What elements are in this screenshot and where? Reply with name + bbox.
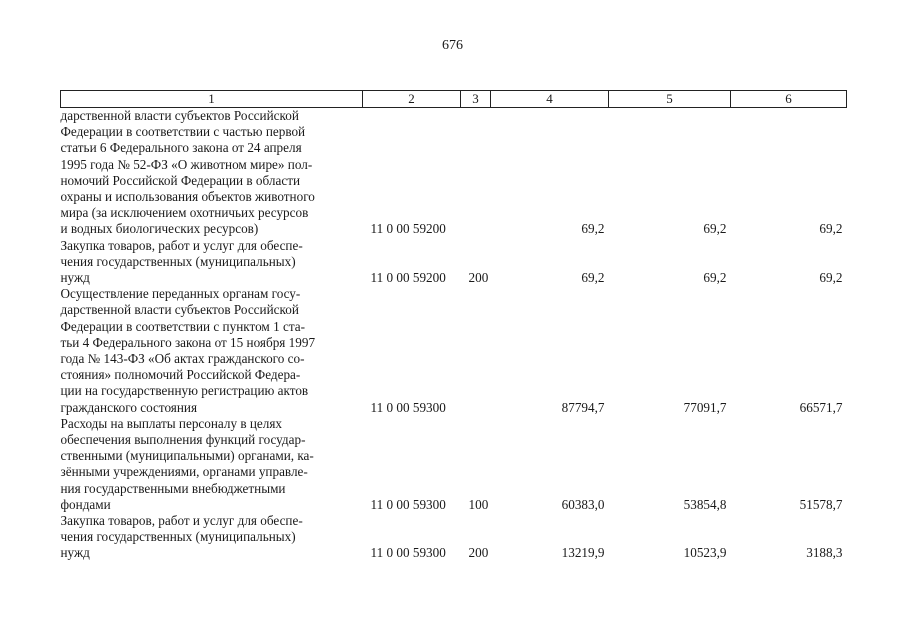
amount-year-1: 87794,7 <box>561 399 605 415</box>
desc-line: Закупка товаров, работ и услуг для обеспе- <box>60 513 303 529</box>
table-body <box>61 108 847 562</box>
desc-line: Осуществление переданных органам госу- <box>60 286 301 302</box>
amount-year-3: 66571,7 <box>799 399 843 415</box>
desc-line: 1995 года № 52-ФЗ «О животном мире» пол- <box>60 156 313 172</box>
desc-line: стояния» полномочий Российской Федера- <box>60 367 301 383</box>
target-article-code: 11 0 00 59200 <box>370 270 446 286</box>
column-header-3: 3 <box>461 91 491 108</box>
desc-line: тьи 4 Федерального закона от 15 ноября 1997 <box>60 334 316 350</box>
desc-line: зёнными учреждениями, органами управле- <box>60 464 308 480</box>
row-description <box>61 513 363 562</box>
table-header <box>61 91 847 108</box>
desc-line: гражданского состояния <box>60 399 198 415</box>
desc-line: ции на государственную регистрацию актов <box>60 383 309 399</box>
desc-line: охраны и использования объектов животного <box>60 189 315 205</box>
desc-line: обеспечения выполнения функций государ- <box>60 432 306 448</box>
desc-line: Закупка товаров, работ и услуг для обеспе- <box>60 237 303 253</box>
desc-line: мира (за исключением охотничьих ресурсов <box>60 205 309 221</box>
amount-year-2: 69,2 <box>703 221 727 237</box>
desc-line: года № 143-ФЗ «Об актах гражданского со- <box>60 351 305 367</box>
desc-line: Федерации в соответствии с частью первой <box>60 124 306 140</box>
page-number: 676 <box>442 38 463 53</box>
amount-year-1: 69,2 <box>581 270 605 286</box>
expense-type-code <box>461 286 491 416</box>
desc-line: дарственной власти субъектов Российской <box>60 108 299 123</box>
desc-line: чения государственных (муниципальных) <box>60 253 296 269</box>
amount-year-1: 13219,9 <box>561 545 605 561</box>
desc-line: нужд <box>60 545 90 561</box>
target-article-code: 11 0 00 59300 <box>370 399 446 415</box>
desc-line: ния государственными внебюджетными <box>60 480 286 496</box>
desc-line: фондами <box>60 496 111 512</box>
amount-year-2: 10523,9 <box>683 545 727 561</box>
target-article-code: 11 0 00 59300 <box>370 496 446 512</box>
budget-table <box>60 90 847 562</box>
desc-line: нужд <box>60 270 90 286</box>
column-header-4: 4 <box>491 91 609 108</box>
column-header-6: 6 <box>731 91 847 108</box>
target-article-code: 11 0 00 59200 <box>370 221 446 237</box>
amount-year-3: 69,2 <box>819 221 843 237</box>
desc-line: Расходы на выплаты персоналу в целях <box>60 415 283 431</box>
desc-line: чения государственных (муниципальных) <box>60 529 296 545</box>
table-row <box>61 238 847 287</box>
row-description <box>61 108 363 238</box>
column-header-1: 1 <box>61 91 363 108</box>
amount-year-2: 69,2 <box>703 270 727 286</box>
target-article-code: 11 0 00 59300 <box>370 545 446 561</box>
row-description <box>61 286 363 416</box>
amount-year-2: 77091,7 <box>683 399 727 415</box>
column-header-5: 5 <box>609 91 731 108</box>
header-row <box>61 91 847 108</box>
expense-type-code: 200 <box>468 545 489 561</box>
desc-line: и водных биологических ресурсов) <box>60 221 259 237</box>
desc-line: Федерации в соответствии с пунктом 1 ста- <box>60 318 305 334</box>
amount-year-1: 60383,0 <box>561 496 605 512</box>
column-header-2: 2 <box>363 91 461 108</box>
amount-year-1: 69,2 <box>581 221 605 237</box>
amount-year-3: 51578,7 <box>799 496 843 512</box>
row-description <box>61 238 363 287</box>
desc-line: статьи 6 Федерального закона от 24 апреля <box>60 140 302 156</box>
desc-line: номочий Российской Федерации в области <box>60 172 301 188</box>
desc-line: дарственной власти субъектов Российской <box>60 302 299 318</box>
expense-type-code: 100 <box>468 496 489 512</box>
row-description <box>61 416 363 513</box>
table-row <box>61 108 847 238</box>
table-row <box>61 286 847 416</box>
table-row <box>61 513 847 562</box>
amount-year-3: 69,2 <box>819 270 843 286</box>
expense-type-code <box>461 108 491 238</box>
amount-year-3: 3188,3 <box>806 545 843 561</box>
desc-line: ственными (муниципальными) органами, ка- <box>60 448 314 464</box>
table-row <box>61 416 847 513</box>
expense-type-code: 200 <box>468 270 489 286</box>
amount-year-2: 53854,8 <box>683 496 727 512</box>
